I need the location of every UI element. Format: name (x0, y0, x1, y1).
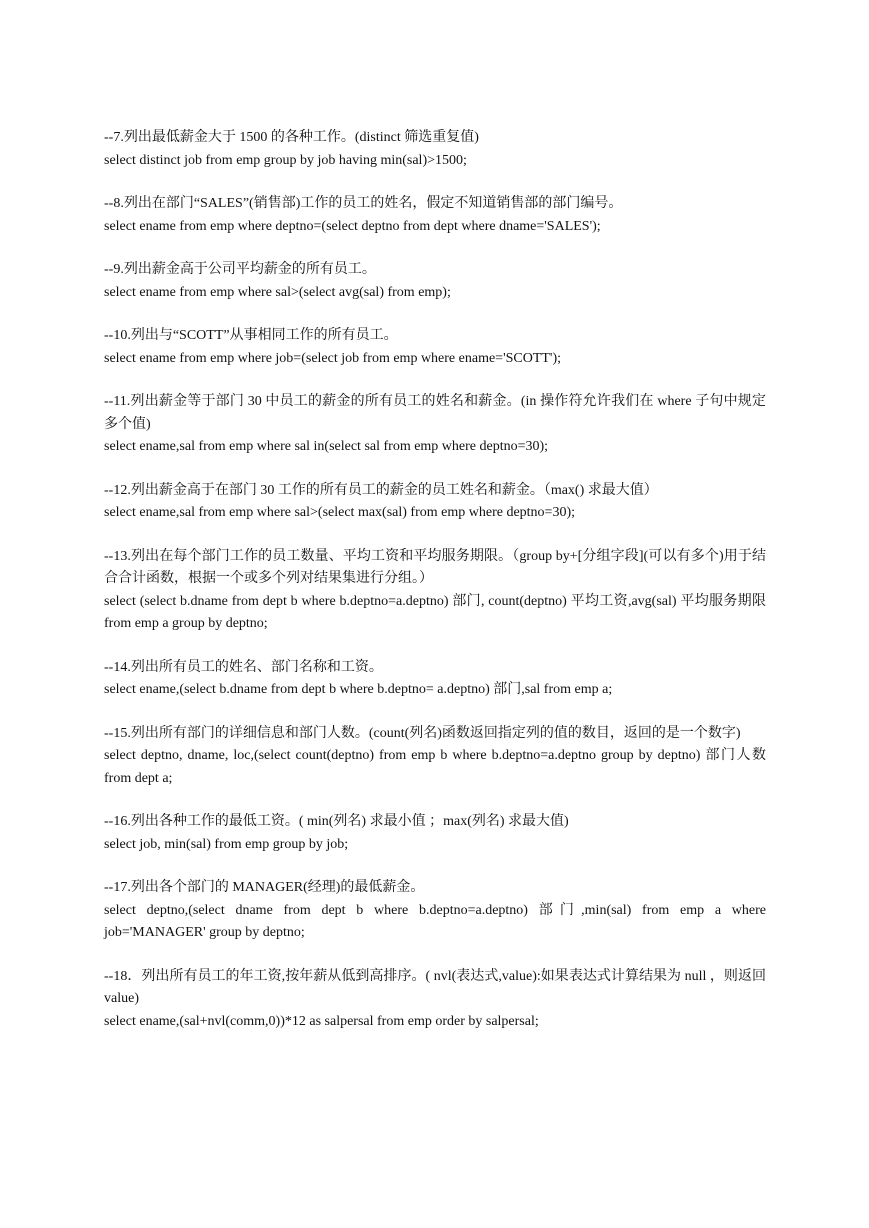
query-sql: select deptno, dname, loc,(select count(deptno) from emp b where b.deptno=a.deptno group by deptno) 部门人数 from dept a; (104, 748, 766, 786)
query-sql: select deptno,(select dname from dept b where b.deptno=a.deptno) 部门,min(sal) from emp a where job='MANAGER' group by deptno; (104, 902, 766, 940)
query-item-11 (104, 391, 766, 459)
query-sql: select ename from emp where sal>(select avg(sal) from emp); (104, 284, 451, 300)
query-sql: select ename from emp where job=(select job from emp where ename='SCOTT'); (104, 350, 562, 366)
query-comment: --11.列出薪金等于部门 30 中员工的薪金的所有员工的姓名和薪金。(in 操作符允许我们在 where 子句中规定多个值) (104, 394, 766, 432)
query-item-16 (104, 811, 766, 856)
query-item-14 (104, 657, 766, 702)
query-comment: --14.列出所有员工的姓名、部门名称和工资。 (104, 659, 383, 675)
query-comment: --16.列出各种工作的最低工资。( min(列名) 求最小值 ；max(列名) 求最大值) (104, 814, 569, 829)
query-comment: --8.列出在部门“SALES”(销售部)工作的员工的姓名，假定不知道销售部的部门编号。 (104, 196, 623, 211)
query-item-12 (104, 480, 766, 525)
query-comment: --18．列出所有员工的年工资,按年薪从低到高排序。( nvl(表达式,value):如果表达式计算结果为 null ，则返回 value) (104, 968, 766, 1006)
query-item-15 (104, 723, 766, 791)
query-sql: select ename,(select b.dname from dept b where b.deptno= a.deptno) 部门,sal from emp a; (104, 682, 613, 697)
query-comment: --12.列出薪金高于在部门 30 工作的所有员工的薪金的员工姓名和薪金。（max() 求最大值） (104, 482, 658, 498)
query-item-8 (104, 193, 766, 238)
query-item-7 (104, 127, 766, 172)
query-sql: select ename,sal from emp where sal>(select max(sal) from emp where deptno=30); (104, 505, 575, 520)
query-item-9 (104, 259, 766, 304)
query-sql: select ename,(sal+nvl(comm,0))*12 as salpersal from emp order by salpersal; (104, 1013, 539, 1029)
query-item-10 (104, 325, 766, 370)
query-item-17 (104, 877, 766, 945)
query-item-18 (104, 966, 766, 1034)
query-sql: select ename,sal from emp where sal in(select sal from emp where deptno=30); (104, 439, 549, 454)
query-item-13 (104, 546, 766, 636)
query-comment: --13.列出在每个部门工作的员工数量、平均工资和平均服务期限。（group by+[分组字段](可以有多个)用于结合合计函数，根据一个或多个列对结果集进行分组。） (104, 548, 766, 586)
query-comment: --15.列出所有部门的详细信息和部门人数。(count(列名)函数返回指定列的值的数目，返回的是一个数字) (104, 725, 741, 741)
query-comment: --17.列出各个部门的 MANAGER(经理)的最低薪金。 (104, 880, 425, 895)
query-sql: select job, min(sal) from emp group by job; (104, 836, 349, 852)
query-comment: --7.列出最低薪金大于 1500 的各种工作。(distinct 筛选重复值) (104, 130, 479, 145)
query-sql: select ename from emp where deptno=(select deptno from dept where dname='SALES'); (104, 218, 601, 234)
query-comment: --10.列出与“SCOTT”从事相同工作的所有员工。 (104, 328, 398, 343)
query-sql: select distinct job from emp group by job having min(sal)>1500; (104, 152, 467, 168)
document-page (104, 127, 766, 1054)
query-comment: --9.列出薪金高于公司平均薪金的所有员工。 (104, 262, 376, 277)
query-sql: select (select b.dname from dept b where b.deptno=a.deptno) 部门, count(deptno) 平均工资,avg(sal) 平均服务期限 from emp a group by deptno; (104, 593, 766, 631)
